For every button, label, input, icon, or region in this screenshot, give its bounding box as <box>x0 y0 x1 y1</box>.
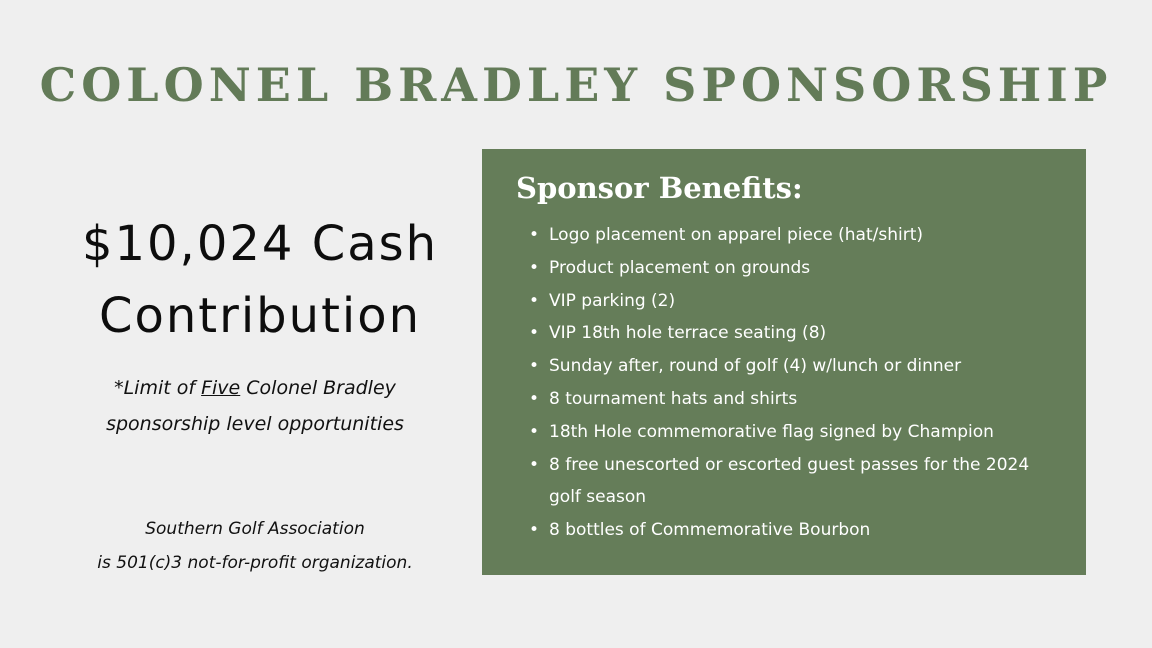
contribution-amount: $10,024 Cash <box>81 216 439 272</box>
association-note <box>40 512 470 580</box>
bullet-icon: • <box>529 520 540 541</box>
benefit-item <box>516 383 1056 416</box>
benefit-text: Sunday after, round of golf (4) w/lunch or dinner <box>549 356 962 377</box>
limit-note-line-1 <box>40 370 470 406</box>
benefit-text: 8 free unescorted or escorted guest passes for the 2024 golf season <box>549 454 1030 508</box>
benefit-text: Logo placement on apparel piece (hat/shirt) <box>549 225 924 245</box>
benefit-text: VIP 18th hole terrace seating (8) <box>549 323 827 344</box>
bullet-icon: • <box>529 421 540 442</box>
bullet-icon: • <box>529 225 540 245</box>
bullet-icon: • <box>529 454 540 475</box>
page-title: COLONEL BRADLEY SPONSORSHIP <box>39 58 1113 112</box>
benefit-item <box>516 219 1056 252</box>
benefit-text: 8 bottles of Commemorative Bourbon <box>549 520 871 541</box>
association-status: is 501(c)3 not-for-profit organization. <box>97 553 413 573</box>
benefit-item <box>516 317 1056 350</box>
limit-suffix: Colonel Bradley <box>240 377 396 399</box>
limit-emphasis: Five <box>201 377 241 399</box>
contribution-label: Contribution <box>98 288 422 344</box>
bullet-icon: • <box>529 356 540 377</box>
sponsor-benefits-panel <box>482 149 1086 575</box>
benefit-item <box>516 252 1056 285</box>
bullet-icon: • <box>529 388 540 409</box>
limit-prefix: *Limit of <box>114 377 202 399</box>
association-name: Southern Golf Association <box>145 519 365 539</box>
limit-note <box>40 370 470 442</box>
cash-contribution <box>40 208 480 352</box>
benefit-item <box>516 285 1056 318</box>
sponsor-benefits-title: Sponsor Benefits: <box>516 171 803 205</box>
benefit-item <box>516 416 1056 449</box>
benefit-text: 8 tournament hats and shirts <box>549 388 798 409</box>
benefit-text: VIP parking (2) <box>549 290 676 311</box>
benefit-item <box>516 514 1056 547</box>
limit-note-line-2: sponsorship level opportunities <box>106 413 404 435</box>
bullet-icon: • <box>529 257 540 278</box>
benefit-item <box>516 449 1056 515</box>
bullet-icon: • <box>529 323 540 344</box>
bullet-icon: • <box>529 290 540 311</box>
benefit-item <box>516 350 1056 383</box>
benefits-list <box>516 219 1056 547</box>
benefit-text: Product placement on grounds <box>549 257 811 278</box>
benefit-text: 18th Hole commemorative flag signed by Champion <box>549 421 994 442</box>
